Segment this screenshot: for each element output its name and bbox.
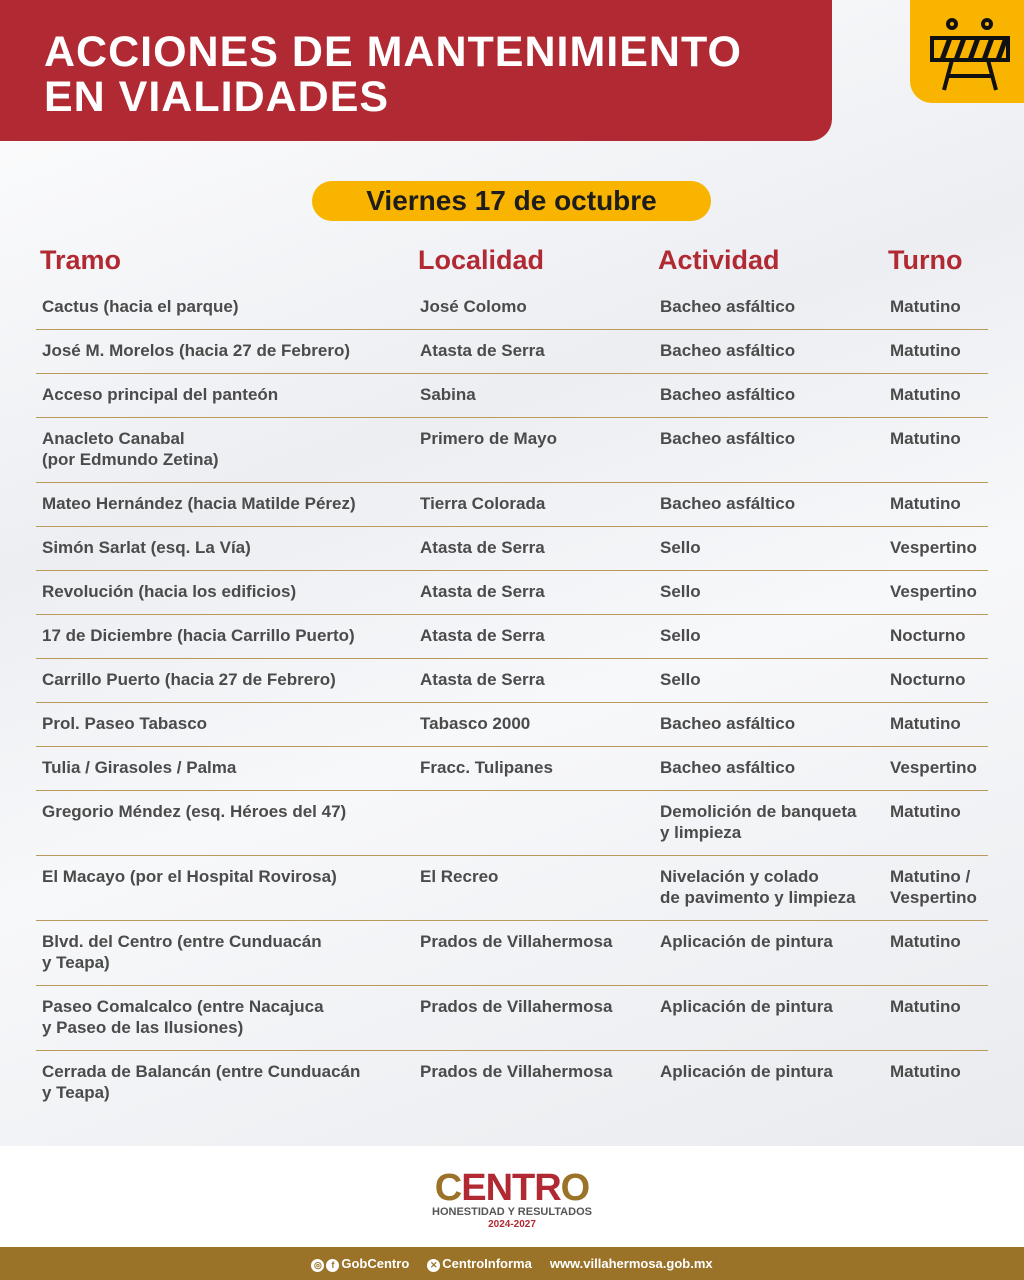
table-row bbox=[36, 615, 988, 659]
cell-turno: Vespertino bbox=[890, 758, 977, 777]
cell-localidad: Atasta de Serra bbox=[420, 670, 545, 689]
cell-turno: Vespertino bbox=[890, 582, 977, 601]
cell-tramo: Revolución (hacia los edificios) bbox=[42, 582, 297, 601]
cell-actividad: Sello bbox=[660, 538, 701, 557]
cell-tramo: José M. Morelos (hacia 27 de Febrero) bbox=[42, 341, 350, 360]
road-barrier-icon bbox=[910, 0, 1024, 103]
cell-tramo: Simón Sarlat (esq. La Vía) bbox=[42, 538, 251, 557]
cell-actividad: Bacheo asfáltico bbox=[660, 714, 796, 733]
cell-tramo: Carrillo Puerto (hacia 27 de Febrero) bbox=[42, 670, 336, 689]
table-row bbox=[36, 659, 988, 703]
cell-actividad: Sello bbox=[660, 582, 701, 601]
table-row bbox=[36, 1051, 988, 1116]
footer bbox=[0, 1146, 1024, 1247]
cell-turno: Nocturno bbox=[890, 626, 966, 645]
cell-turno: Nocturno bbox=[890, 670, 966, 689]
cell-localidad: Sabina bbox=[420, 385, 476, 404]
table-row bbox=[36, 856, 988, 921]
cell-tramo: Mateo Hernández (hacia Matilde Pérez) bbox=[42, 494, 356, 513]
maintenance-table bbox=[36, 245, 988, 1115]
header-localidad: Localidad bbox=[418, 245, 545, 275]
cell-turno: Matutino bbox=[890, 297, 961, 316]
cell-turno: Matutino bbox=[890, 932, 961, 951]
cell-turno: Matutino bbox=[890, 494, 961, 513]
cell-tramo: Acceso principal del panteón bbox=[42, 385, 279, 404]
cell-tramo: El Macayo (por el Hospital Rovirosa) bbox=[42, 867, 337, 886]
centro-logo: CENTRO bbox=[434, 1167, 590, 1209]
years: 2024-2027 bbox=[488, 1219, 536, 1230]
cell-tramo: 17 de Diciembre (hacia Carrillo Puerto) bbox=[42, 626, 355, 645]
cell-localidad: El Recreo bbox=[420, 867, 499, 886]
icon-badge bbox=[910, 0, 1024, 103]
cell-localidad: Prados de Villahermosa bbox=[420, 1062, 613, 1081]
table-row bbox=[36, 921, 988, 986]
cell-localidad: Atasta de Serra bbox=[420, 341, 545, 360]
table-row bbox=[36, 791, 988, 856]
social-label: GobCentro bbox=[341, 1255, 410, 1271]
instagram-icon: ◎ bbox=[311, 1259, 324, 1272]
cell-localidad: Tierra Colorada bbox=[420, 494, 546, 513]
cell-tramo: Anacleto Canabal (por Edmundo Zetina) bbox=[42, 429, 219, 469]
cell-actividad: Bacheo asfáltico bbox=[660, 758, 796, 777]
cell-actividad: Bacheo asfáltico bbox=[660, 297, 796, 316]
cell-tramo: Cactus (hacia el parque) bbox=[42, 297, 239, 316]
header-tramo: Tramo bbox=[40, 245, 122, 275]
cell-turno: Matutino bbox=[890, 802, 961, 821]
table-header-row bbox=[36, 245, 988, 286]
cell-actividad: Aplicación de pintura bbox=[660, 932, 833, 951]
date-pill: Viernes 17 de octubre bbox=[312, 181, 711, 221]
cell-localidad: Fracc. Tulipanes bbox=[420, 758, 553, 777]
social-centroinforma[interactable] bbox=[427, 1256, 532, 1272]
cell-actividad: Aplicación de pintura bbox=[660, 997, 833, 1016]
table-row bbox=[36, 374, 988, 418]
cell-actividad: Sello bbox=[660, 670, 701, 689]
table-row bbox=[36, 986, 988, 1051]
cell-tramo: Cerrada de Balancán (entre Cunduacán y Teapa) bbox=[42, 1062, 361, 1102]
table-row bbox=[36, 483, 988, 527]
cell-actividad: Nivelación y colado de pavimento y limpieza bbox=[660, 867, 856, 907]
cell-tramo: Tulia / Girasoles / Palma bbox=[42, 758, 237, 777]
header-actividad: Actividad bbox=[658, 245, 780, 275]
cell-tramo: Paseo Comalcalco (entre Nacajuca y Paseo de las Ilusiones) bbox=[42, 997, 324, 1037]
cell-localidad: Atasta de Serra bbox=[420, 626, 545, 645]
cell-actividad: Bacheo asfáltico bbox=[660, 385, 796, 404]
cell-localidad: Prados de Villahermosa bbox=[420, 997, 613, 1016]
cell-tramo: Prol. Paseo Tabasco bbox=[42, 714, 208, 733]
cell-turno: Matutino / Vespertino bbox=[890, 867, 977, 907]
cell-turno: Vespertino bbox=[890, 538, 977, 557]
cell-actividad: Bacheo asfáltico bbox=[660, 429, 796, 448]
cell-actividad: Demolición de banqueta y limpieza bbox=[660, 802, 857, 842]
cell-localidad: Atasta de Serra bbox=[420, 538, 545, 557]
cell-turno: Matutino bbox=[890, 997, 961, 1016]
cell-actividad: Bacheo asfáltico bbox=[660, 494, 796, 513]
cell-localidad: Primero de Mayo bbox=[420, 429, 557, 448]
cell-actividad: Bacheo asfáltico bbox=[660, 341, 796, 360]
table-row bbox=[36, 286, 988, 330]
cell-actividad: Sello bbox=[660, 626, 701, 645]
social-gobcentro[interactable] bbox=[311, 1256, 409, 1272]
title-line-1: ACCIONES DE MANTENIMIENTO bbox=[44, 28, 742, 76]
cell-turno: Matutino bbox=[890, 429, 961, 448]
cell-turno: Matutino bbox=[890, 1062, 961, 1081]
x-icon: ✕ bbox=[427, 1259, 440, 1272]
cell-tramo: Gregorio Méndez (esq. Héroes del 47) bbox=[42, 802, 347, 821]
table-row bbox=[36, 571, 988, 615]
cell-localidad: José Colomo bbox=[420, 297, 527, 316]
cell-localidad bbox=[414, 791, 654, 856]
title-banner bbox=[0, 0, 832, 141]
table-row bbox=[36, 330, 988, 374]
cell-localidad: Atasta de Serra bbox=[420, 582, 545, 601]
table-row bbox=[36, 747, 988, 791]
website-link[interactable]: www.villahermosa.gob.mx bbox=[549, 1256, 713, 1271]
header-turno: Turno bbox=[888, 245, 963, 275]
slogan: HONESTIDAD Y RESULTADOS bbox=[432, 1206, 592, 1218]
cell-localidad: Tabasco 2000 bbox=[420, 714, 531, 733]
cell-actividad: Aplicación de pintura bbox=[660, 1062, 833, 1081]
facebook-icon: f bbox=[326, 1259, 339, 1272]
cell-localidad: Prados de Villahermosa bbox=[420, 932, 613, 951]
cell-turno: Matutino bbox=[890, 714, 961, 733]
table-row bbox=[36, 418, 988, 483]
cell-turno: Matutino bbox=[890, 341, 961, 360]
cell-tramo: Blvd. del Centro (entre Cunduacán y Teapa) bbox=[42, 932, 322, 972]
table-row bbox=[36, 703, 988, 747]
table-row bbox=[36, 527, 988, 571]
social-label: CentroInforma bbox=[442, 1255, 532, 1271]
social-bar bbox=[0, 1247, 1024, 1280]
title-line-2: EN VIALIDADES bbox=[44, 73, 390, 121]
cell-turno: Matutino bbox=[890, 385, 961, 404]
